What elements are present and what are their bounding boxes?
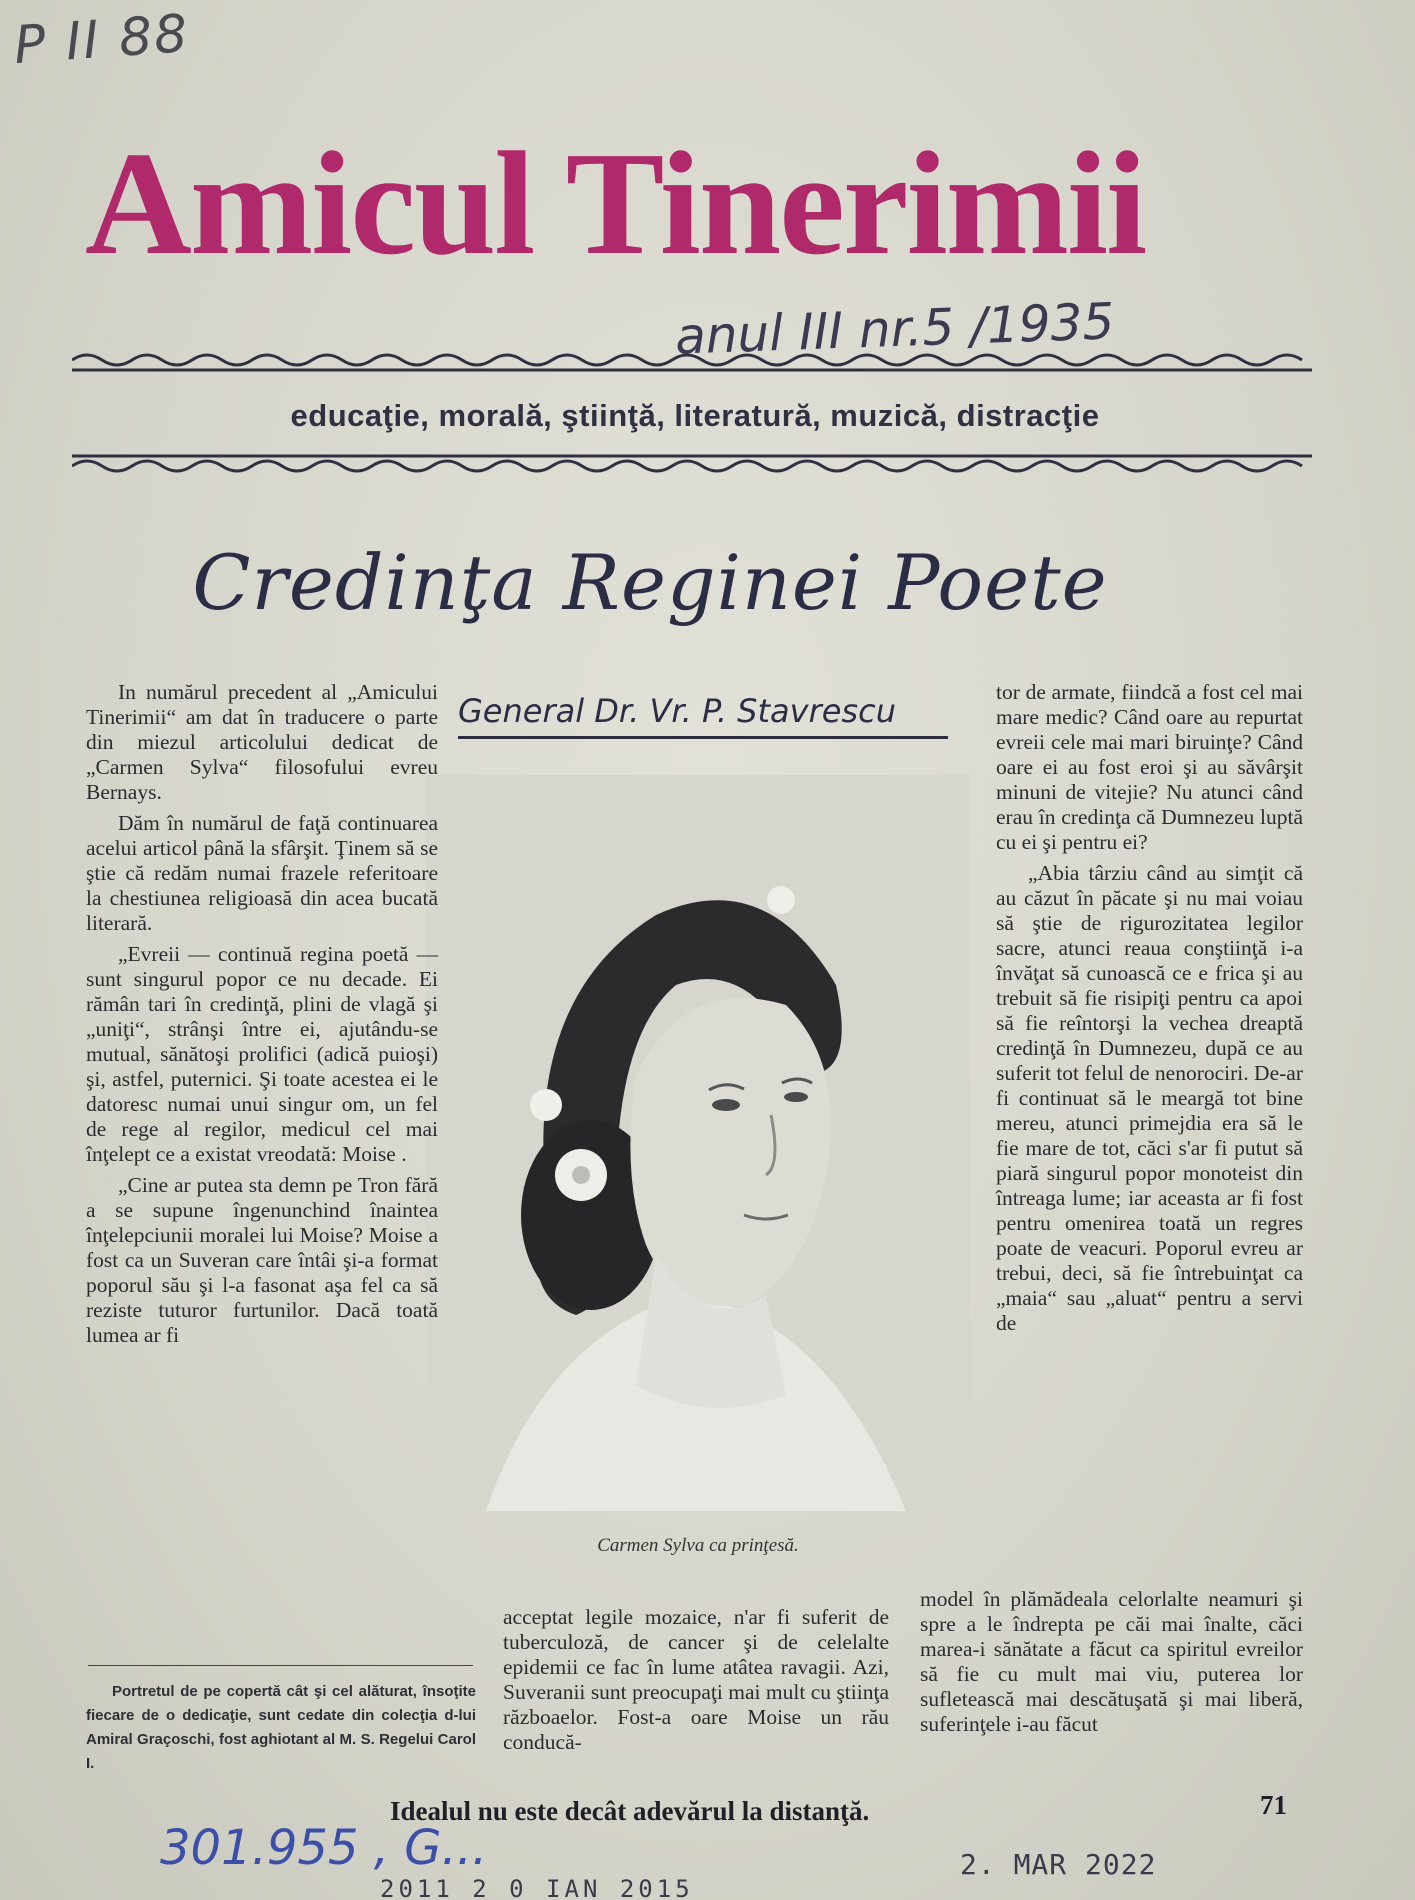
wave-rule-top: [72, 348, 1312, 378]
library-date-stamp: 2. MAR 2022: [960, 1848, 1157, 1881]
masthead-tagline: educaţie, morală, ştiinţă, literatură, muzică, distracţie: [290, 398, 1100, 433]
wave-rule-bottom: [72, 448, 1312, 478]
handwritten-reference-code: P II 88: [12, 3, 192, 77]
handwritten-shelfmark: 301.955 , G...: [160, 1820, 488, 1876]
paragraph: „Abia târziu când au simţit că au căzut în păcate şi nu mai voiau să ştie de rigurozitatea legilor sacre, atunci reaua conştiinţă i-a învăţat să cunoască ce e frica şi au trebuit să fie risipiţi pentru ca apoi să fie reîntorşi la vechea dreaptă credinţă în Dumnezeu, după ce au suferit tot felul de nenorociri. De-ar fi continuat să le meargă tot bine mereu, atunci primejdia era să le fie mare de tot, căci s'ar fi putut să piară singurul popor monoteist din întreaga lume; iar aceasta ar fi fost pentru omenirea toată un regres poate de veacuri. Poporul evreu ar trebui, deci, să fie întrebuinţat ca „maia“ sau „aluat“ pentru a servi de: [996, 861, 1303, 1335]
library-stamp-lower: 2011 2 0 IAN 2015: [380, 1875, 694, 1900]
masthead-title: Amicul Tinerimii: [85, 122, 1146, 286]
article-title: Credinţa Reginei Poete: [192, 538, 1108, 627]
portrait-photo: [426, 775, 970, 1511]
paragraph: „Evreii — continuă regina poetă — sunt singurul popor ce nu decade. Ei rămân tari în credinţă, plini de vlagă şi „uniţi“, strânşi între ei, ajutându-se mutual, sănătoşi prolifici (adică puioşi) şi, astfel, puternici. Şi toate acestea ei le datoresc numai unui singur om, un fel de rege al regilor, medicul cel mai înţelept ce a existat vreodată: Moise .: [86, 942, 438, 1166]
page-number: 71: [1260, 1790, 1287, 1820]
paragraph: „Cine ar putea sta demn pe Tron fără a se supune îngenunchind înaintea înţelepciunii moralei lui Moise? Moise a fost ca un Suveran care întâi şi-a format poporul său şi l-a fasonat aşa fel ca să reziste tuturor furtunilor. Dacă toată lumea ar fi: [86, 1173, 438, 1347]
portrait-caption: Carmen Sylva ca prinţesă.: [597, 1535, 799, 1556]
paragraph: Dăm în numărul de faţă continuarea acelui articol până la sfârşit. Ţinem să se ştie că redăm numai frazele referitoare la chestiunea religioasă din acea bucată literară.: [86, 811, 438, 935]
paragraph: tor de armate, fiindcă a fost cel mai mare medic? Când oare au repurtat evreii cele mai mari biruinţe? Când oare ei au fost eroi şi au săvârşit minuni de vitejie? Nu atunci când erau în credinţa că Dumnezeu luptă cu ei şi pentru ei?: [996, 680, 1303, 854]
footer-motto: Idealul nu este decât adevărul la distanţă.: [390, 1796, 870, 1826]
paragraph: In numărul precedent al „Amicului Tinerimii“ am dat în traducere o parte din miezul articolului dedicat de „Carmen Sylva“ filosofului evreu Bernays.: [86, 680, 438, 804]
right-bottom-column: [920, 1587, 1303, 1743]
footnote: Portretul de pe copertă cât şi cel alăturat, însoţite fiecare de o dedicaţie, sunt cedate din colecţia d-lui Amiral Graçoschi, fost aghiotant al M. S. Regelui Carol I.: [86, 1683, 476, 1772]
article-author: General Dr. Vr. P. Stavrescu: [458, 692, 948, 739]
paragraph: acceptat legile mozaice, n'ar fi suferit de tuberculoză, de cancer şi de celelalte epidemii ce fac în lume atâtea ravagii. Azi, Suveranii sunt preocupaţi mai mult cu ştiinţa războaelor. Fost-a oare Moise un rău conducă-: [503, 1605, 889, 1754]
footnote-divider: [88, 1665, 473, 1666]
middle-bottom-column: [503, 1605, 889, 1761]
right-column: [996, 680, 1303, 1342]
left-column: [86, 680, 438, 1354]
paragraph: model în plămădeala celorlalte neamuri şi spre a le îndrepta pe căi mai înalte, căci marea-i sănătate a făcut ca spiritul evreilor să fie cu mult mai viu, puterea lor sufletească mai descătuşată şi mai liberă, suferinţele i-au făcut: [920, 1587, 1303, 1736]
handwritten-issue-note: anul III nr.5 /1935: [674, 292, 1116, 366]
